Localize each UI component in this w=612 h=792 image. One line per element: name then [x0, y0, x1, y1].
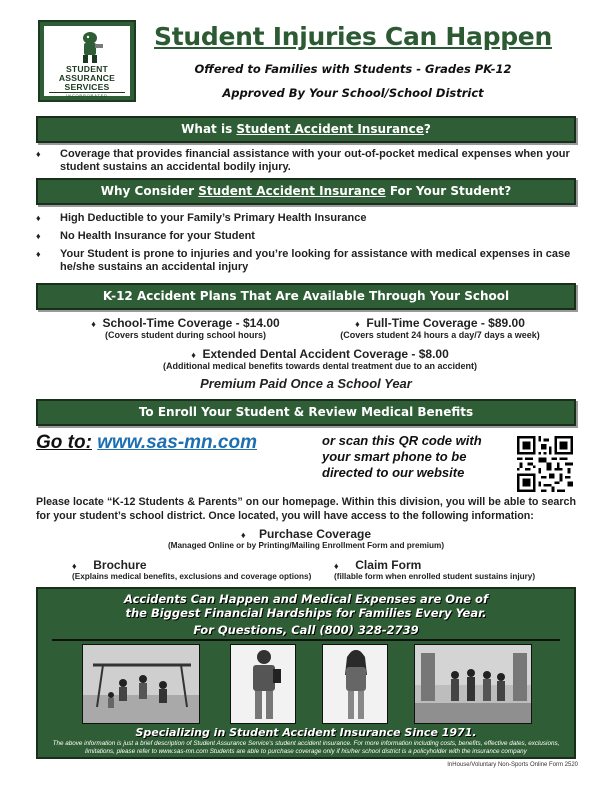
list-item	[36, 212, 576, 225]
diamond-bullet-icon: ♦	[36, 149, 41, 159]
page-title: Student Injuries Can Happen	[154, 22, 552, 51]
info-item-description: (fillable form when enrolled student sustains injury)	[334, 572, 536, 581]
info-brochure	[72, 558, 322, 581]
plan-full-time	[320, 316, 560, 340]
goto-label: Go to:	[36, 432, 92, 453]
diamond-bullet-icon: ♦	[334, 561, 339, 571]
section1-suffix: ?	[423, 122, 431, 136]
plan-description: (Covers student 24 hours a day/7 days a week)	[340, 330, 540, 340]
section-header-why-consider	[36, 178, 576, 205]
student-photo-girl	[322, 644, 388, 724]
questions-phone: For Questions, Call (800) 328-2739	[193, 623, 419, 637]
list-item	[36, 230, 576, 243]
list-item	[36, 248, 576, 273]
plan-dental	[120, 347, 520, 371]
diamond-bullet-icon: ♦	[191, 350, 196, 360]
student-photo-boy	[230, 644, 296, 724]
section2-suffix: For Your Student?	[385, 184, 512, 198]
section1-prefix: What is	[181, 122, 237, 136]
diamond-bullet-icon: ♦	[91, 319, 96, 329]
since-1971-text: Specializing in Student Accident Insurance Since 1971.	[135, 726, 477, 739]
info-item-name: Purchase Coverage	[258, 527, 371, 541]
logo-text	[44, 65, 130, 99]
info-item-description: (Explains medical benefits, exclusions and coverage options)	[72, 572, 312, 581]
info-item-name: Claim Form	[355, 558, 422, 572]
section2-prefix: Why Consider	[100, 184, 199, 198]
info-purchase-coverage	[36, 527, 576, 550]
logo-line-3: SERVICES	[64, 82, 110, 92]
bullet-text: No Health Insurance for your Student	[60, 230, 255, 242]
bottom-banner	[36, 587, 576, 759]
playground-photo	[82, 644, 200, 724]
plan-name: School-Time Coverage - $14.00	[102, 316, 280, 330]
company-logo	[38, 20, 136, 102]
bullet-text: High Deductible to your Family’s Primary Health Insurance	[60, 212, 367, 224]
list-item	[36, 148, 576, 173]
qr-code-icon[interactable]	[517, 436, 573, 492]
banner-line-2: the Biggest Financial Hardships for Families Every Year.	[125, 606, 487, 620]
subtitle-approved: Approved By Your School/School District	[222, 86, 484, 100]
bullet-text: Your Student is prone to injuries and you’re looking for assistance with medical expenses in case he/she sustains an accidental injury	[60, 248, 571, 273]
goto-line	[36, 432, 257, 454]
banner-line-1: Accidents Can Happen and Medical Expenses are One of	[124, 592, 488, 606]
plan-description: (Additional medical benefits towards dental treatment due to an accident)	[162, 361, 478, 371]
logo-line-1: STUDENT	[66, 64, 108, 74]
section2-link-text: Student Accident Insurance	[198, 184, 386, 198]
diamond-bullet-icon: ♦	[241, 530, 246, 540]
diamond-bullet-icon: ♦	[36, 213, 41, 223]
disclaimer-text: The above information is just a brief description of Student Assurance Service's student accident insurance. For more information including costs, benefits, effective dates, exclusions, limitations, please refer to www.sas-mn.com Students are able to purchase coverage only if his/her school district is a policyholder with the insurance company	[52, 740, 560, 755]
diamond-bullet-icon: ♦	[72, 561, 77, 571]
info-item-description: (Managed Online or by Printing/Mailing Enrollment Form and premium)	[167, 541, 445, 550]
plan-name: Full-Time Coverage - $89.00	[366, 316, 525, 330]
form-footer: InHouse/Voluntary Non-Sports Online Form 2520	[447, 762, 578, 768]
premium-note: Premium Paid Once a School Year	[200, 376, 412, 391]
diamond-bullet-icon: ♦	[36, 249, 41, 259]
diamond-bullet-icon: ♦	[355, 319, 360, 329]
logo-line-4: INCORPORATED	[49, 92, 125, 99]
plan-name: Extended Dental Accident Coverage - $8.00	[202, 347, 449, 361]
section1-link-text: Student Accident Insurance	[236, 122, 424, 136]
plan-school-time	[78, 316, 293, 340]
bullet-text: Coverage that provides financial assistance with your out-of-pocket medical expenses when your student sustains an accidental bodily injury.	[60, 148, 570, 173]
logo-line-2: ASSURANCE	[58, 73, 116, 83]
subtitle-grades: Offered to Families with Students - Grades PK-12	[194, 62, 512, 76]
plan-description: (Covers student during school hours)	[104, 330, 266, 340]
section-header-enroll: To Enroll Your Student & Review Medical Benefits	[36, 399, 576, 426]
info-item-name: Brochure	[93, 558, 147, 572]
mascot-icon	[75, 30, 105, 64]
section-header-plans: K-12 Accident Plans That Are Available Through Your School	[36, 283, 576, 310]
qr-instructions: or scan this QR code with your smart phone to be directed to our website	[322, 433, 482, 480]
website-link[interactable]: www.sas-mn.com	[97, 432, 258, 453]
section-header-what-is	[36, 116, 576, 143]
hallway-photo	[414, 644, 532, 724]
divider	[52, 639, 560, 641]
instructions-paragraph: Please locate “K-12 Students & Parents” on our homepage. Within this division, you will be able to search for your student’s school district. Once located, you will have access to the following information:	[36, 496, 576, 522]
info-claim-form	[334, 558, 574, 581]
diamond-bullet-icon: ♦	[36, 231, 41, 241]
